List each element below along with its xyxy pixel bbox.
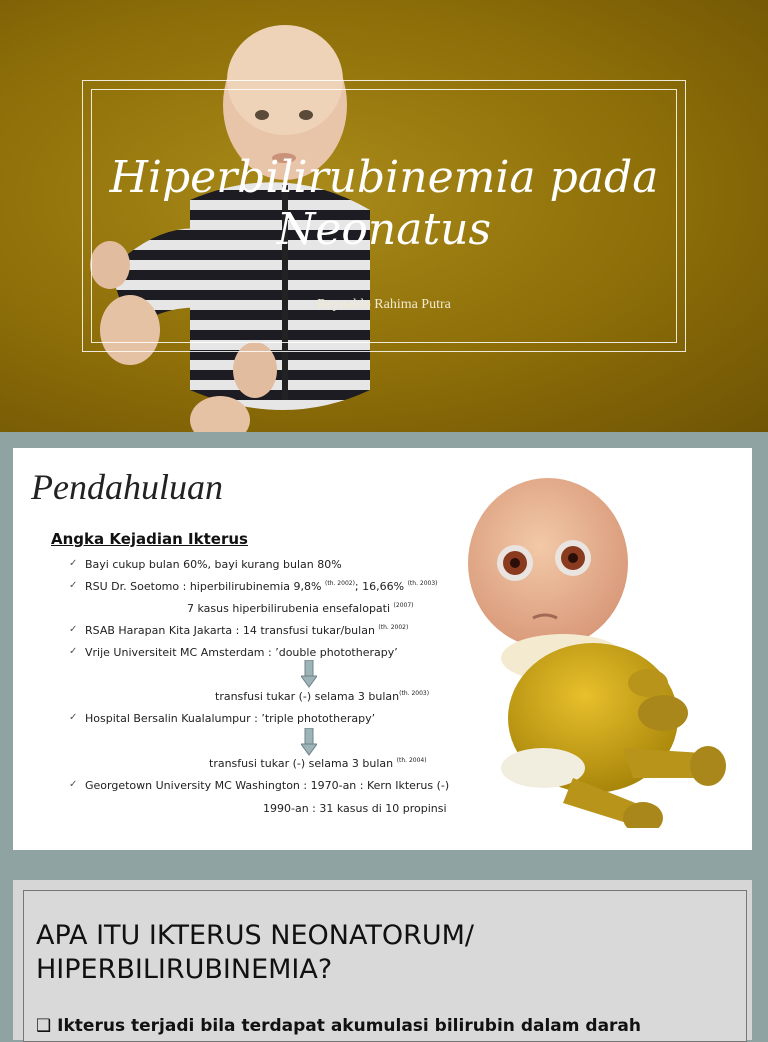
bullet-item xyxy=(69,779,449,792)
definition-title-line1: APA ITU IKTERUS NEONATORUM/ xyxy=(36,920,474,951)
intro-slide xyxy=(13,448,752,850)
bullet-item xyxy=(69,712,375,725)
definition-title xyxy=(36,919,726,987)
intro-subtitle: Angka Kejadian Ikterus xyxy=(51,530,248,548)
check-icon: ✓ xyxy=(69,712,78,723)
bullet-text: Vrije Universiteit MC Amsterdam : ’double phototherapy’ xyxy=(85,646,398,659)
bullet-item xyxy=(69,624,408,637)
down-arrow-icon xyxy=(301,660,317,688)
bullet-text: transfusi tukar (-) selama 3 bulan xyxy=(215,690,400,703)
definition-title-line2: HIPERBILIRUBINEMIA? xyxy=(36,954,333,985)
bullet-item xyxy=(69,646,398,659)
bullet-sup: (th. 2002) xyxy=(325,580,355,587)
check-icon: ✓ xyxy=(69,779,78,790)
bullet-sup: (2007) xyxy=(393,602,414,609)
check-icon: ✓ xyxy=(69,624,78,635)
check-icon: ✓ xyxy=(69,646,78,657)
bullet-item xyxy=(69,580,438,593)
bullet-text: Georgetown University MC Washington : 1970-an : Kern Ikterus (-) xyxy=(85,779,450,792)
author-name: Reynaldo Rahima Putra xyxy=(317,297,451,312)
bullet-sup: (th. 2002) xyxy=(378,624,409,631)
check-icon: ✓ xyxy=(69,558,78,569)
bullet-continuation xyxy=(187,602,414,615)
title-slide xyxy=(0,0,768,432)
checkbox-bullet-icon: ❑ xyxy=(36,1016,52,1036)
definition-panel xyxy=(23,890,747,1042)
bullet-text: Bayi cukup bulan 60%, bayi kurang bulan 80% xyxy=(85,558,342,571)
bullet-sup: (th. 2003) xyxy=(399,690,430,697)
bullet-text: 7 kasus hiperbilirubenia ensefalopati xyxy=(187,602,391,615)
bullet-text: Hospital Bersalin Kualalumpur : ’triple phototherapy’ xyxy=(85,712,376,725)
definition-bullet-text: Ikterus terjadi bila terdapat akumulasi bilirubin dalam darah xyxy=(57,1016,641,1036)
bullet-result xyxy=(215,690,429,703)
bullet-sup: (th. 2004) xyxy=(396,757,427,764)
bullet-text: RSAB Harapan Kita Jakarta : 14 transfusi tukar/bulan xyxy=(85,624,375,637)
definition-bullet xyxy=(36,1016,736,1036)
slide-title-line1: Hiperbilirubinemia pada xyxy=(109,152,659,203)
check-icon: ✓ xyxy=(69,580,78,591)
intro-title: Pendahuluan xyxy=(31,467,223,507)
bullet-item xyxy=(69,558,342,571)
bullet-text: transfusi tukar (-) selama 3 bulan xyxy=(209,757,394,770)
bullet-text: ; 16,66% xyxy=(354,580,405,593)
bullet-continuation: 1990-an : 31 kasus di 10 propinsi xyxy=(263,802,447,815)
slide-title xyxy=(82,152,686,256)
down-arrow-icon xyxy=(301,728,317,756)
bullet-text: RSU Dr. Soetomo : hiperbilirubinemia 9,8% xyxy=(85,580,322,593)
slide-title-line2: Neonatus xyxy=(276,204,492,255)
definition-slide xyxy=(13,880,752,1040)
doll-image xyxy=(453,478,743,828)
bullet-sup: (th. 2003) xyxy=(407,580,438,587)
bullet-result xyxy=(209,757,427,770)
